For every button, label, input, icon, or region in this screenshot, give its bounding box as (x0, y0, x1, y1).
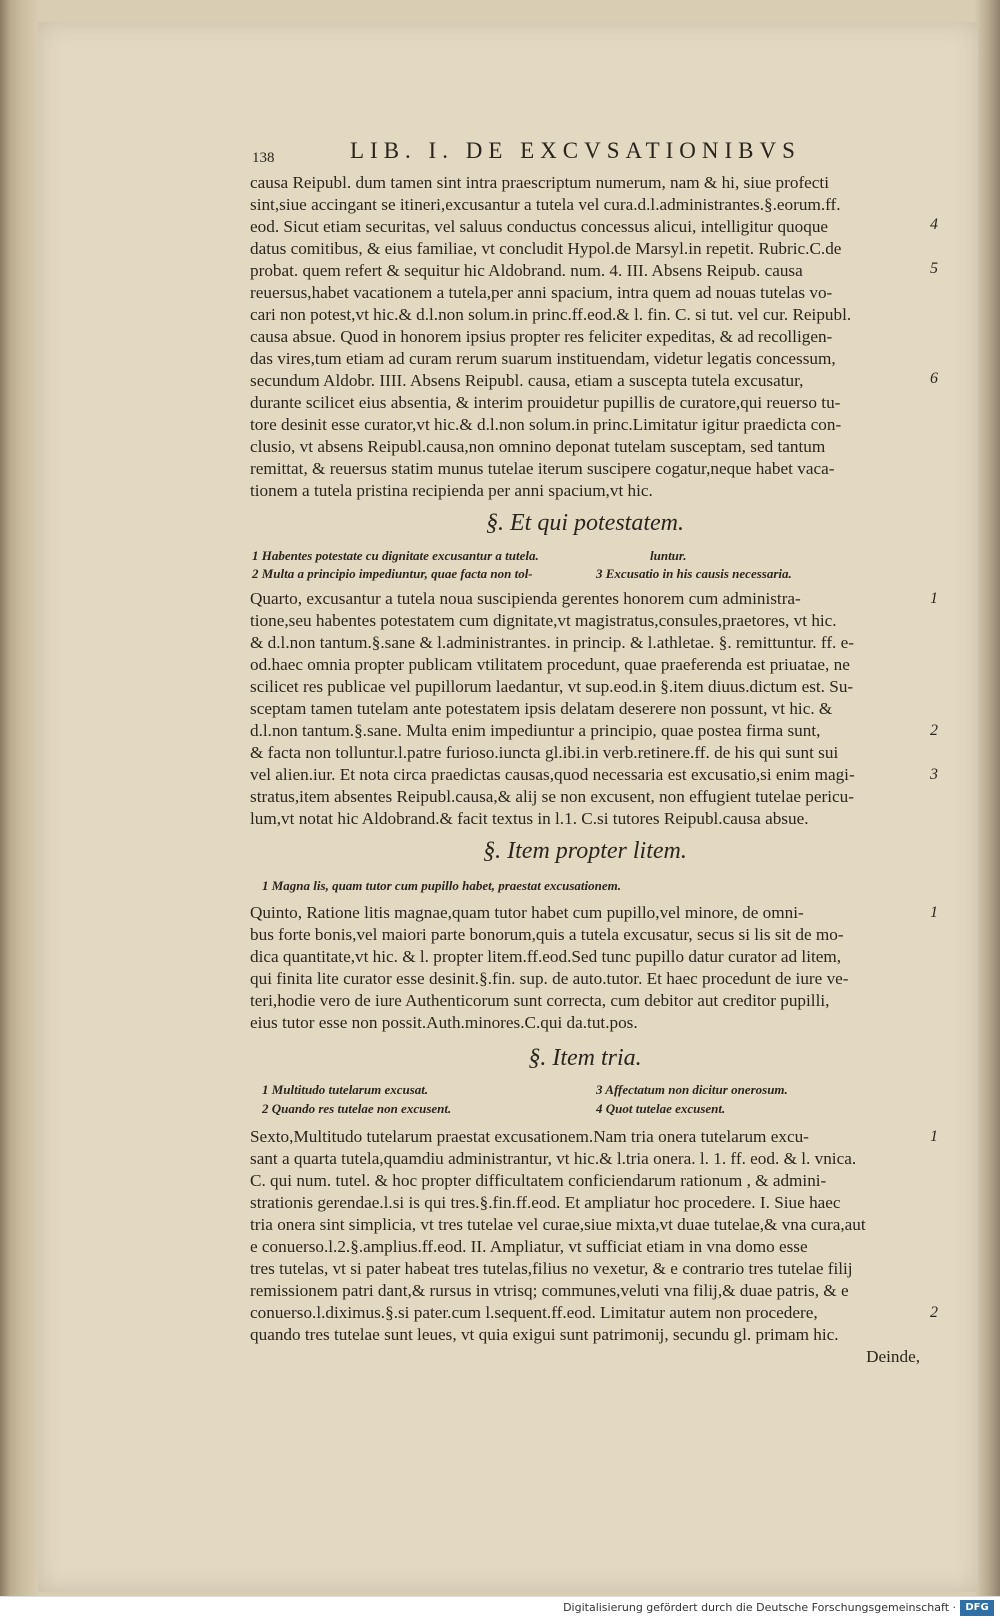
text-line: sceptam tamen tutelam ante potestatem ipsis delatam deserere non possunt, vt hic. & (250, 699, 833, 718)
margin-number: 5 (930, 260, 938, 277)
text-line: clusio, vt absens Reipubl.causa,non omnino deponat tutelam susceptam, sed tantum (250, 437, 826, 456)
summary-item: 3 Excusatio in his causis necessaria. (596, 566, 792, 581)
summary-item: 4 Quot tutelae excusent. (596, 1101, 726, 1116)
text-line: vel alien.iur. Et nota circa praedictas causas,quod necessaria est excusatio,si enim magi- (250, 765, 855, 784)
page-number: 138 (252, 150, 275, 166)
text-line: datus comitibus, & eius familiae, vt concludit Hypol.de Marsyl.in repetit. Rubric.C.de (250, 239, 842, 258)
text-line: eod. Sicut etiam securitas, vel saluus conductus concessus alicui, intelligitur quoque (250, 217, 829, 236)
summary-item: 3 Affectatum non dicitur onerosum. (596, 1082, 788, 1097)
text-line: tria onera sint simplicia, vt tres tutelae vel curae,siue mixta,vt duae tutelae,& vna cura,aut (250, 1215, 866, 1234)
margin-number: 2 (930, 722, 938, 739)
text-line: secundum Aldobr. IIII. Absens Reipubl. causa, etiam a suscepta tutela excusatur, (250, 371, 804, 390)
text-line: remissionem patri dant,& rursus in vtrisq; communes,veluti vna filij,& duae patris, & e (250, 1281, 849, 1300)
margin-number: 1 (930, 1128, 938, 1145)
text-line: eius tutor esse non possit.Auth.minores.C.qui da.tut.pos. (250, 1013, 638, 1032)
margin-number: 6 (930, 370, 938, 387)
summary-item: 1 Multitudo tutelarum excusat. (262, 1082, 429, 1097)
text-line: tione,seu habentes potestatem cum dignitate,vt magistratus,consules,praetores, vt hic. (250, 611, 837, 630)
text-line: dica quantitate,vt hic. & l. propter litem.ff.eod.Sed tunc pupillo datur curator ad litem, (250, 947, 842, 966)
summary-item: 2 Quando res tutelae non excusent. (262, 1101, 452, 1116)
text-line: e conuerso.l.2.§.amplius.ff.eod. II. Ampliatur, vt sufficiat etiam in vna domo esse (250, 1237, 808, 1256)
text-line: Sexto,Multitudo tutelarum praestat excusationem.Nam tria onera tutelarum excu- (250, 1127, 809, 1146)
text-line: tres tutelas, vt si pater habeat tres tutelas,filius no vexetur, & e contrario tres tutelae filij (250, 1259, 853, 1278)
dfg-logo: DFG (960, 1600, 994, 1616)
section-heading: §. Item tria. (528, 1045, 642, 1071)
section-heading: §. Item propter litem. (483, 838, 687, 864)
text-block-2 (250, 588, 920, 830)
text-line: Quinto, Ratione litis magnae,quam tutor habet cum pupillo,vel minore, de omni- (250, 903, 804, 922)
text-block-1 (250, 172, 920, 502)
summary-item: 1 Magna lis, quam tutor cum pupillo habet, praestat excusationem. (262, 878, 621, 893)
text-block-3 (250, 902, 920, 1034)
section-heading: §. Et qui potestatem. (486, 510, 684, 536)
running-head: LIB. I. DE EXCVSATIONIBVS (350, 138, 801, 163)
text-line: qui finita lite curator esse desinit.§.fin. sup. de auto.tutor. Et haec procedunt de iure ve- (250, 969, 849, 988)
text-line: strationis gerendae.l.si is qui tres.§.fin.ff.eod. Et ampliatur hoc procedere. I. Siue haec (250, 1193, 841, 1212)
margin-number: 2 (930, 1304, 938, 1321)
text-line: & facta non tolluntur.l.patre furioso.iuncta gl.ibi.in verb.retinere.ff. de his qui sunt sui (250, 743, 839, 762)
page-header (252, 138, 872, 174)
margin-number: 4 (930, 216, 938, 233)
summary-item: 1 Habentes potestate cu dignitate excusantur a tutela. (252, 548, 539, 563)
catchword: Deinde, (866, 1347, 920, 1366)
text-line: conuerso.l.diximus.§.si pater.cum l.sequent.ff.eod. Limitatur autem non procedere, (250, 1303, 818, 1322)
text-line: tionem a tutela pristina recipienda per anni spacium,vt hic. (250, 481, 653, 500)
text-line: scilicet res publicae vel pupillorum laedantur, vt sup.eod.in §.item diuus.dictum est. Su- (250, 677, 854, 696)
text-line: tore desinit esse curator,vt hic.& d.l.non solum.in princ.Limitatur igitur praedicta con- (250, 415, 842, 434)
text-line: lum,vt notat hic Aldobrand.& facit textus in l.1. C.si tutores Reipubl.causa absue. (250, 809, 809, 828)
footer-bar (0, 1596, 1000, 1621)
text-line: sint,siue accingant se itineri,excusantur a tutela vel cura.d.l.administrantes.§.eorum.ff. (250, 195, 841, 214)
summary-item: 2 Multa a principio impediuntur, quae facta non tol- (252, 566, 533, 581)
text-line: d.l.non tantum.§.sane. Multa enim impediuntur a principio, quae postea firma sunt, (250, 721, 821, 740)
text-line: od.haec omnia propter publicam vtilitatem procedunt, quae praeferenda est priuatae, ne (250, 655, 850, 674)
margin-number: 1 (930, 904, 938, 921)
text-line: sant a quarta tutela,quamdiu administrantur, vt hic.& l.tria onera. l. 1. ff. eod. & l. vnica. (250, 1149, 857, 1168)
text-line: teri,hodie vero de iure Authenticorum sunt correcta, cum debitor aut creditor pupilli, (250, 991, 830, 1010)
summary-item: luntur. (650, 548, 687, 563)
funding-credit: Digitalisierung gefördert durch die Deutsche Forschungsgemeinschaft · (563, 1601, 956, 1614)
text-line: Quarto, excusantur a tutela noua suscipienda gerentes honorem cum administra- (250, 589, 801, 608)
text-line: quando tres tutelae sunt leues, vt quia exigui sunt patrimonij, secundu gl. primam hic. (250, 1325, 839, 1344)
text-line: stratus,item absentes Reipubl.causa,& alij se non excusent, non effugient tutelae pericu- (250, 787, 854, 806)
text-line: durante scilicet eius absentia, & interim prouidetur pupillis de curatore,qui reuerso tu- (250, 393, 841, 412)
text-line: das vires,tum etiam ad curam rerum suarum instituendam, videtur legatis concessum, (250, 349, 836, 368)
text-line: bus forte bonis,vel maiori parte bonorum,quis a tutela excusatur, secus si lis sit de mo- (250, 925, 844, 944)
book-fore-edge (0, 0, 40, 1596)
text-line: & d.l.non tantum.§.sane & l.administrantes. in princip. & l.athletae. §. remittuntur. ff. e- (250, 633, 854, 652)
margin-number: 3 (930, 766, 938, 783)
text-block-4 (250, 1126, 920, 1368)
text-line: probat. quem refert & sequitur hic Aldobrand. num. 4. III. Absens Reipub. causa (250, 261, 803, 280)
text-line: reuersus,habet vacationem a tutela,per anni spacium, intra quem ad nouas tutelas vo- (250, 283, 833, 302)
text-line: cari non potest,vt hic.& d.l.non solum.in princ.ff.eod.& l. fin. C. si tut. vel cur. Reipubl. (250, 305, 852, 324)
text-line: remittat, & reuersus statim munus tutelae iterum suscipere cogatur,neque habet vaca- (250, 459, 835, 478)
text-line: C. qui num. tutel. & hoc propter difficultatem conficiendarum rationum , & admini- (250, 1171, 827, 1190)
text-line: causa Reipubl. dum tamen sint intra praescriptum numerum, nam & hi, siue profecti (250, 173, 829, 192)
margin-number: 1 (930, 590, 938, 607)
text-line: causa absue. Quod in honorem ipsius propter res feliciter expeditas, & ad recolligen- (250, 327, 833, 346)
